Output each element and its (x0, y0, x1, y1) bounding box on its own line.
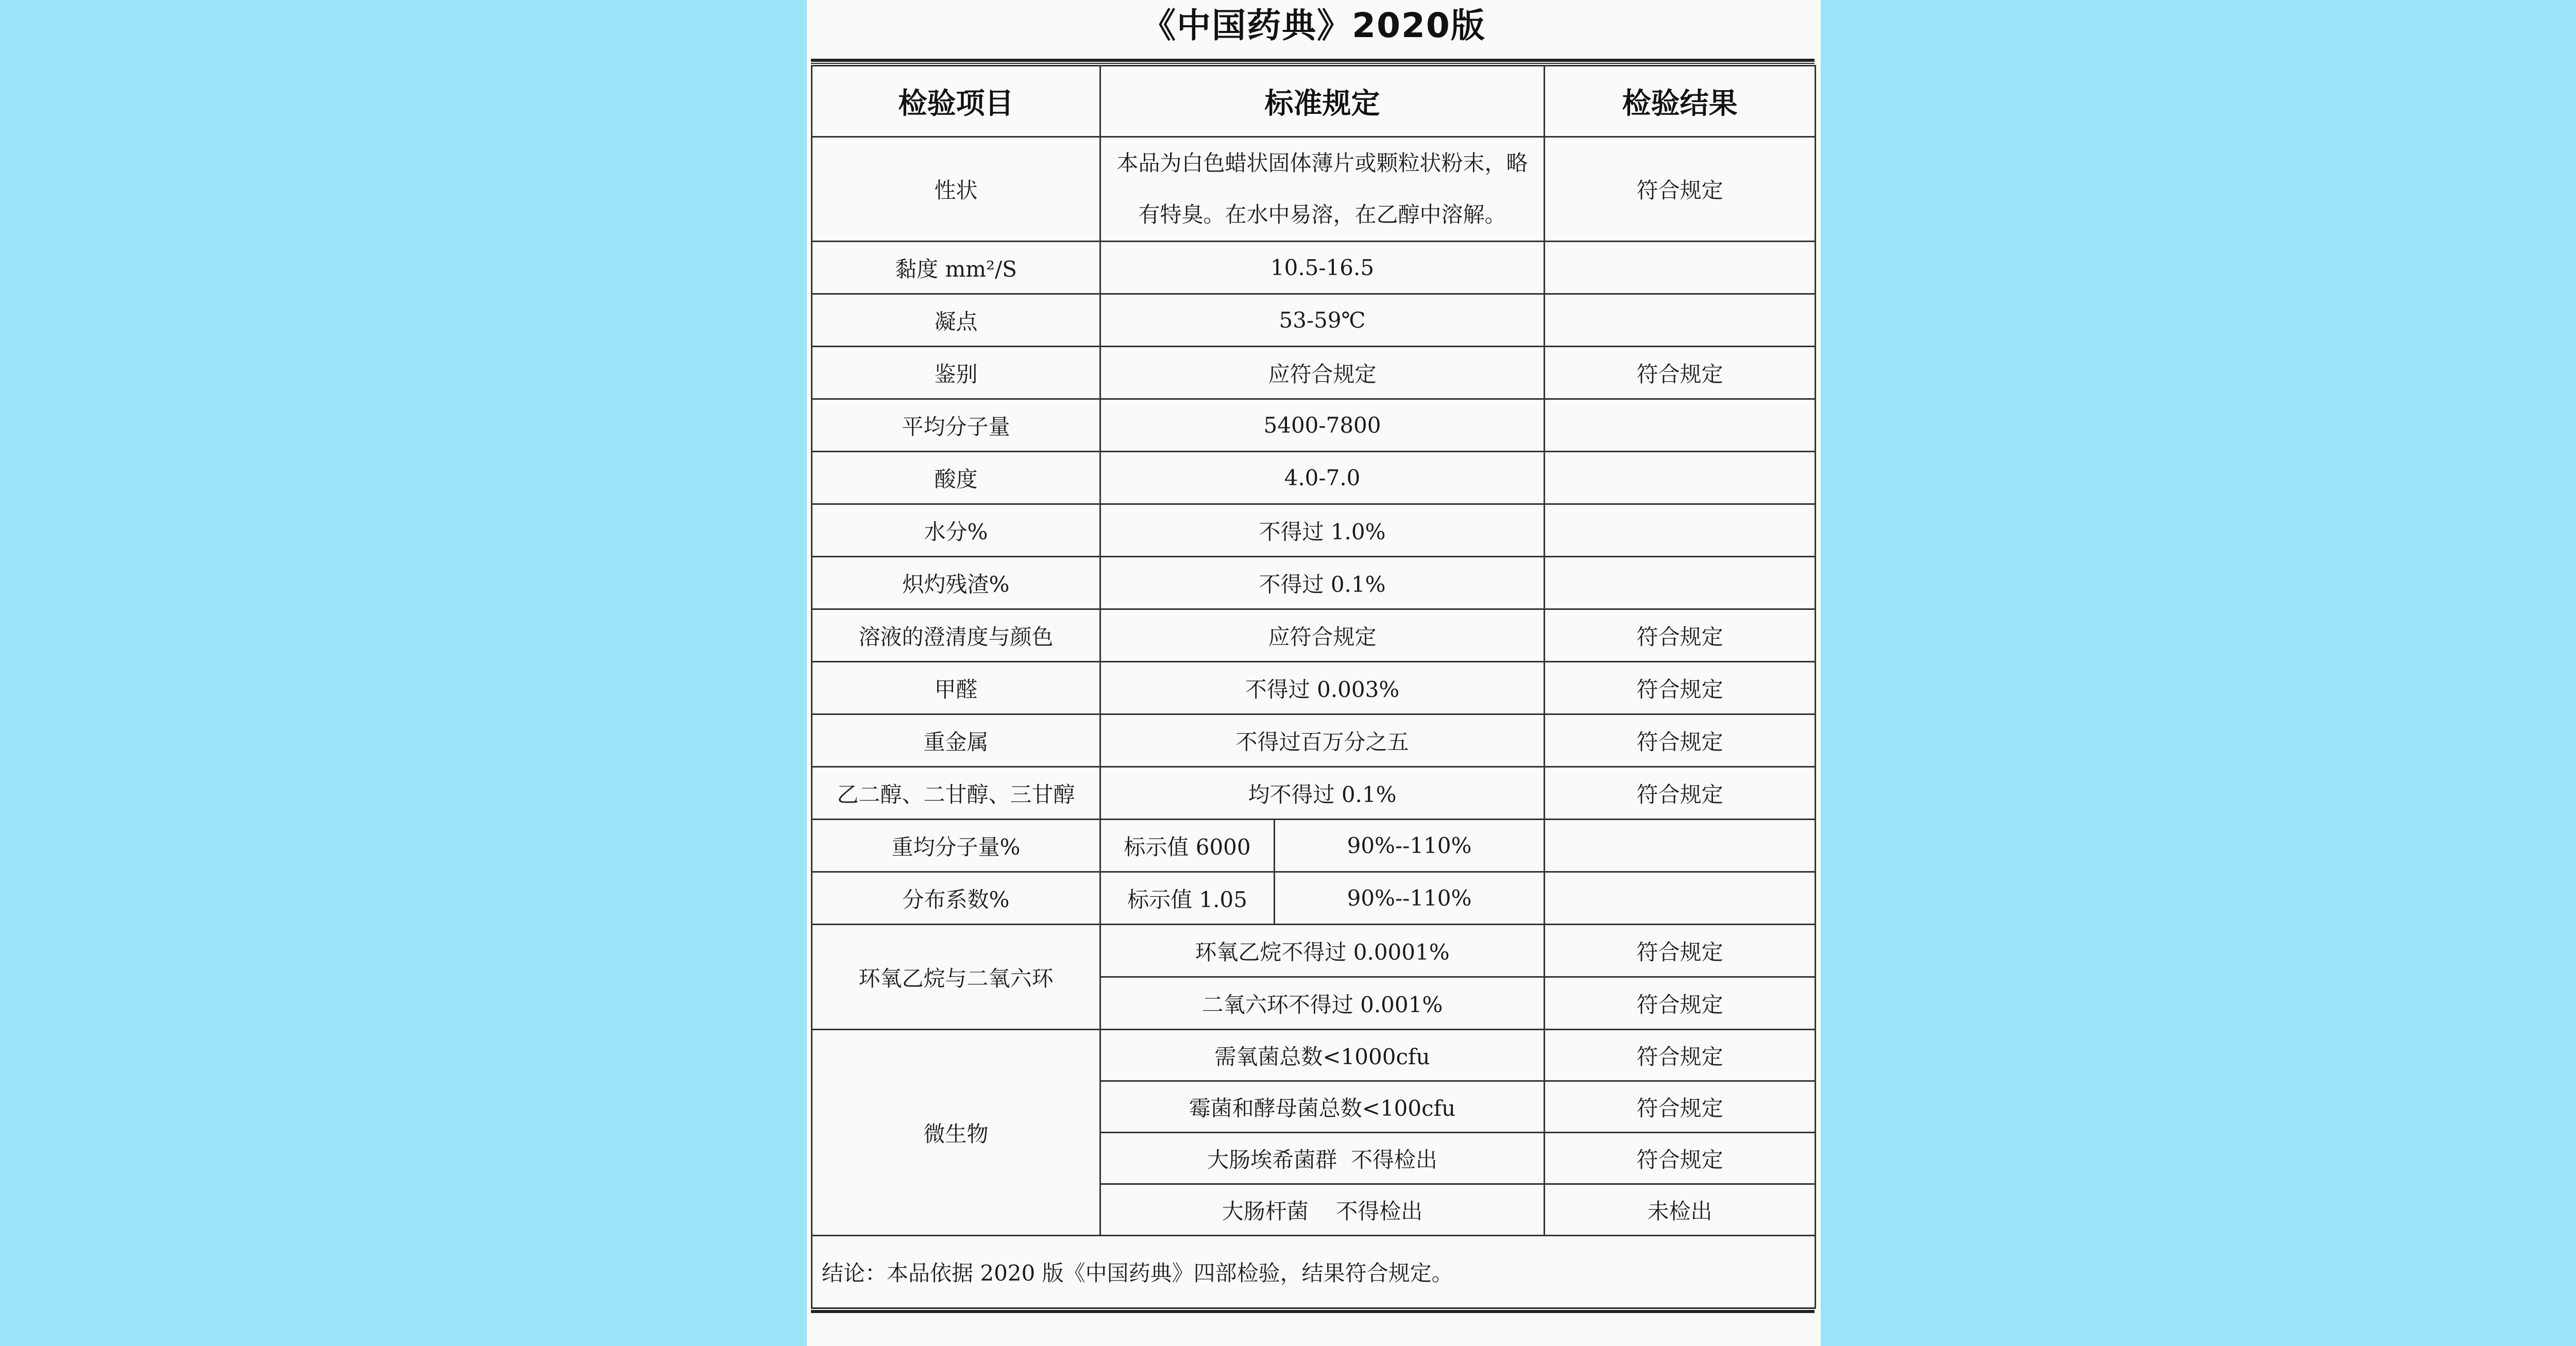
row-result: 符合规定 (1545, 1081, 1816, 1133)
table-row (812, 662, 1816, 714)
row-item: 黏度 mm²/S (812, 242, 1100, 294)
row-result: 符合规定 (1545, 137, 1816, 242)
row-standard: 10.5-16.5 (1100, 242, 1545, 294)
row-standard: 应符合规定 (1100, 609, 1545, 662)
table-frame (811, 59, 1815, 1308)
row-result: 符合规定 (1545, 977, 1816, 1030)
table-row (812, 557, 1816, 609)
row-result (1545, 452, 1816, 504)
row-range: 90%--110% (1275, 872, 1545, 925)
table-row (812, 925, 1816, 977)
conclusion-row (812, 1236, 1816, 1308)
standard-line: 本品为白色蜡状固体薄片或颗粒状粉末，略 (1116, 150, 1528, 176)
row-item: 甲醛 (812, 662, 1100, 714)
bottom-thick-rule (811, 1310, 1815, 1313)
row-standard: 大肠埃希菌群 不得检出 (1100, 1133, 1545, 1184)
table-row (812, 294, 1816, 347)
row-item: 鉴别 (812, 347, 1100, 399)
row-result: 符合规定 (1545, 714, 1816, 767)
row-result: 符合规定 (1545, 662, 1816, 714)
row-result: 未检出 (1545, 1184, 1816, 1236)
standard-line: 有特臭。在水中易溶，在乙醇中溶解。 (1138, 202, 1506, 227)
row-result: 符合规定 (1545, 767, 1816, 820)
conclusion-text: 结论：本品依据 2020 版《中国药典》四部检验，结果符合规定。 (812, 1236, 1816, 1308)
row-item: 凝点 (812, 294, 1100, 347)
row-result: 符合规定 (1545, 1030, 1816, 1081)
row-standard: 大肠杆菌 不得检出 (1100, 1184, 1545, 1236)
row-result (1545, 557, 1816, 609)
row-result (1545, 294, 1816, 347)
row-result (1545, 242, 1816, 294)
table-row (812, 347, 1816, 399)
row-result: 符合规定 (1545, 609, 1816, 662)
row-item: 性状 (812, 137, 1100, 242)
row-result: 符合规定 (1545, 347, 1816, 399)
table-row (812, 452, 1816, 504)
table-row (812, 137, 1816, 242)
table-row (812, 1030, 1816, 1081)
row-label: 标示值 6000 (1100, 820, 1275, 872)
row-item: 重金属 (812, 714, 1100, 767)
group-item-epoxide: 环氧乙烷与二氧六环 (812, 925, 1100, 1030)
row-item: 重均分子量% (812, 820, 1100, 872)
row-standard: 霉菌和酵母菌总数<100cfu (1100, 1081, 1545, 1133)
table-row (812, 820, 1816, 872)
row-standard: 5400-7800 (1100, 399, 1545, 452)
row-item: 乙二醇、二甘醇、三甘醇 (812, 767, 1100, 820)
row-label: 标示值 1.05 (1100, 872, 1275, 925)
row-standard: 53-59℃ (1100, 294, 1545, 347)
row-standard: 4.0-7.0 (1100, 452, 1545, 504)
row-item: 溶液的澄清度与颜色 (812, 609, 1100, 662)
row-standard: 二氧六环不得过 0.001% (1100, 977, 1545, 1030)
row-standard: 需氧菌总数<1000cfu (1100, 1030, 1545, 1081)
table-row (812, 714, 1816, 767)
row-item: 分布系数% (812, 872, 1100, 925)
row-item: 酸度 (812, 452, 1100, 504)
top-thick-rule (811, 59, 1815, 62)
row-range: 90%--110% (1275, 820, 1545, 872)
row-standard: 不得过 1.0% (1100, 504, 1545, 557)
top-thin-rule (811, 63, 1815, 64)
row-standard: 应符合规定 (1100, 347, 1545, 399)
header-result: 检验结果 (1545, 66, 1816, 137)
row-standard: 不得过百万分之五 (1100, 714, 1545, 767)
header-item: 检验项目 (812, 66, 1100, 137)
table-row (812, 609, 1816, 662)
table-row (812, 872, 1816, 925)
row-item: 水分% (812, 504, 1100, 557)
row-result: 符合规定 (1545, 1133, 1816, 1184)
group-item-microbe: 微生物 (812, 1030, 1100, 1236)
row-standard (1100, 137, 1545, 242)
table-row (812, 399, 1816, 452)
row-result (1545, 872, 1816, 925)
row-standard: 均不得过 0.1% (1100, 767, 1545, 820)
table-row (812, 767, 1816, 820)
row-result: 符合规定 (1545, 925, 1816, 977)
row-result (1545, 399, 1816, 452)
row-standard: 不得过 0.1% (1100, 557, 1545, 609)
row-result (1545, 504, 1816, 557)
table-row (812, 504, 1816, 557)
bottom-thin-rule (811, 1308, 1815, 1309)
inspection-table (811, 65, 1816, 1309)
row-item: 炽灼残渣% (812, 557, 1100, 609)
document-page (807, 0, 1821, 1346)
row-result (1545, 820, 1816, 872)
table-row (812, 242, 1816, 294)
row-standard: 环氧乙烷不得过 0.0001% (1100, 925, 1545, 977)
table-header-row (812, 66, 1816, 137)
row-standard: 不得过 0.003% (1100, 662, 1545, 714)
row-item: 平均分子量 (812, 399, 1100, 452)
document-title: 《中国药典》2020版 (1142, 6, 1486, 45)
header-standard: 标准规定 (1100, 66, 1545, 137)
